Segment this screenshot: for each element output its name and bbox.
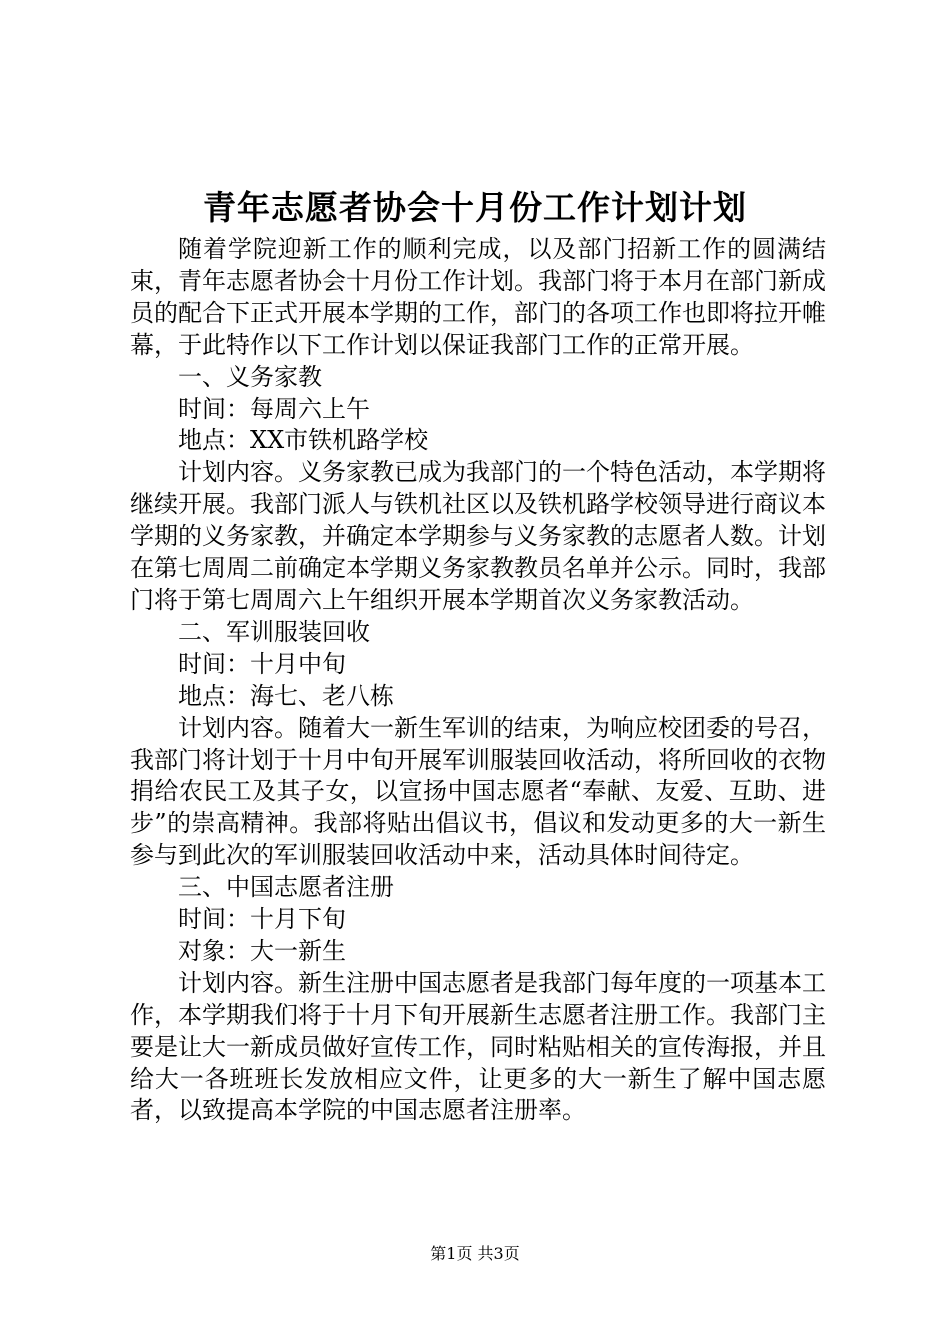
section-heading-uniform-recycling: 二、军训服装回收 bbox=[178, 617, 370, 646]
uniform-recycling-plan: 计划内容。随着大一新生军训的结束，为响应校团委的号召，我部门将计划于十月中旬开展军训服装回收活动，将所回收的衣物捐给农民工及其子女，以宣扬中国志愿者“奉献、友爱、互助、进步”的崇高精神。我部将贴出倡议书，倡议和发动更多的大一新生参与到此次的军训服装回收活动中来，活动具体时间待定。 bbox=[130, 713, 826, 870]
registration-target: 对象：大一新生 bbox=[178, 936, 346, 965]
document-body bbox=[130, 234, 826, 1127]
page-number-footer: 第1页 共3页 bbox=[430, 1244, 520, 1263]
section-heading-tutoring: 一、义务家教 bbox=[178, 362, 322, 391]
registration-plan: 计划内容。新生注册中国志愿者是我部门每年度的一项基本工作，本学期我们将于十月下旬开展新生志愿者注册工作。我部门主要是让大一新成员做好宣传工作，同时粘贴相关的宣传海报，并且给大一各班班长发放相应文件，让更多的大一新生了解中国志愿者，以致提高本学院的中国志愿者注册率。 bbox=[130, 968, 826, 1125]
uniform-recycling-location: 地点：海七、老八栋 bbox=[178, 681, 394, 710]
tutoring-plan: 计划内容。义务家教已成为我部门的一个特色活动，本学期将继续开展。我部门派人与铁机社区以及铁机路学校领导进行商议本学期的义务家教，并确定本学期参与义务家教的志愿者人数。计划在第七周周二前确定本学期义务家教教员名单并公示。同时，我部门将于第七周周六上午组织开展本学期首次义务家教活动。 bbox=[130, 458, 826, 614]
uniform-recycling-time: 时间：十月中旬 bbox=[178, 649, 346, 678]
tutoring-time: 时间：每周六上午 bbox=[178, 394, 370, 423]
registration-time: 时间：十月下旬 bbox=[178, 905, 346, 934]
document-title: 青年志愿者协会十月份工作计划计划 bbox=[203, 188, 747, 227]
tutoring-location: 地点：XX市铁机路学校 bbox=[178, 426, 429, 455]
section-heading-volunteer-registration: 三、中国志愿者注册 bbox=[178, 873, 394, 902]
intro-paragraph: 随着学院迎新工作的顺利完成，以及部门招新工作的圆满结束，青年志愿者协会十月份工作计划。我部门将于本月在部门新成员的配合下正式开展本学期的工作，部门的各项工作也即将拉开帷幕，于此特作以下工作计划以保证我部门工作的正常开展。 bbox=[130, 235, 826, 359]
